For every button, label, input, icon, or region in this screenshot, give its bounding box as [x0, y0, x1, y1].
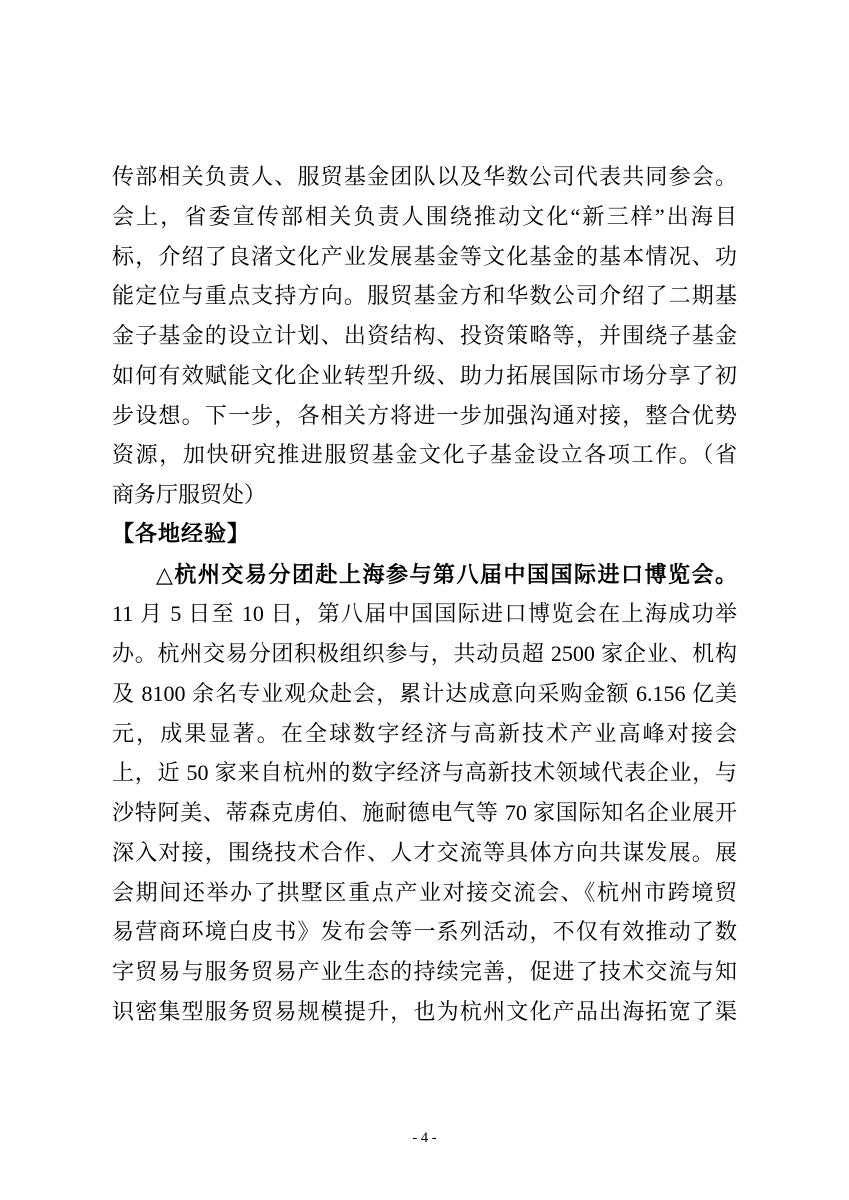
text-line: 会上，省委宣传部相关负责人围绕推动文化“新三样”出海目	[112, 203, 737, 229]
text-line: 金子基金的设立计划、出资结构、投资策略等，并围绕子基金	[112, 323, 737, 348]
text-line: 沙特阿美、蒂森克虏伯、施耐德电气等 70 家国际知名企业展开	[112, 800, 737, 825]
text-line: △杭州交易分团赴上海参与第八届中国国际进口博览会。	[156, 561, 737, 587]
text-line: 字贸易与服务贸易产业生态的持续完善，促进了技术交流与知	[112, 959, 737, 984]
text-line: 上，近 50 家来自杭州的数字经济与高新技术领域代表企业，与	[112, 760, 737, 786]
text-line: 深入对接，围绕技术合作、人才交流等具体方向共谋发展。展	[112, 839, 737, 865]
page-number: - 4 -	[412, 1130, 437, 1146]
section-heading: 【各地经验】	[112, 521, 251, 547]
text-line: 及 8100 余名专业观众赴会，累计达成意向采购金额 6.156 亿美	[112, 680, 737, 706]
text-line: 能定位与重点支持方向。服贸基金方和华数公司介绍了二期基	[112, 283, 737, 309]
text-line: 识密集型服务贸易规模提升，也为杭州文化产品出海拓宽了渠	[112, 998, 737, 1024]
text-line: 易营商环境白皮书》发布会等一系列活动，不仅有效推动了数	[112, 919, 737, 945]
text-line: 如何有效赋能文化企业转型升级、助力拓展国际市场分享了初	[112, 362, 737, 388]
text-line: 办。杭州交易分团积极组织参与，共动员超 2500 家企业、机构	[112, 641, 737, 666]
text-line: 资源，加快研究推进服贸基金文化子基金设立各项工作。（省	[112, 442, 737, 468]
text-line: 商务厅服贸处）	[112, 482, 267, 507]
text-line: 传部相关负责人、服贸基金团队以及华数公司代表共同参会。	[112, 164, 737, 189]
document-body	[112, 157, 737, 1032]
text-line: 元，成果显著。在全球数字经济与高新技术产业高峰对接会	[112, 720, 737, 746]
text-line: 步设想。下一步，各相关方将进一步加强沟通对接，整合优势	[112, 402, 737, 428]
text-line: 会期间还举办了拱墅区重点产业对接交流会、《杭州市跨境贸	[112, 879, 737, 905]
text-line: 标，介绍了良渚文化产业发展基金等文化基金的基本情况、功	[112, 243, 737, 269]
text-line: 11 月 5 日至 10 日，第八届中国国际进口博览会在上海成功举	[112, 601, 737, 627]
